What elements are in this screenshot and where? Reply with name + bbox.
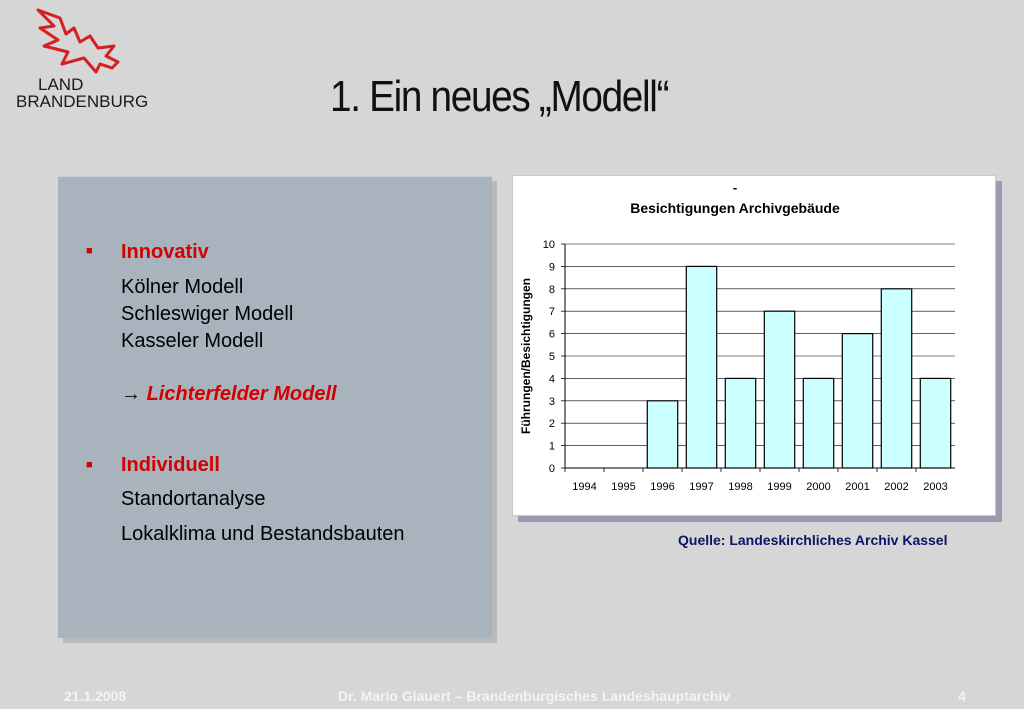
x-tick-label: 2001 (845, 481, 870, 493)
chart-container (512, 175, 996, 516)
content-panel (58, 176, 492, 638)
bar-2003 (920, 378, 950, 468)
bullet-square-icon: ■ (86, 459, 93, 471)
y-tick-label: 2 (548, 418, 555, 431)
slide-title: 1. Ein neues „Modell“ (330, 72, 669, 121)
x-tick-label: 1996 (650, 481, 675, 493)
y-tick-label: 6 (548, 328, 555, 341)
footer-date: 21.1.2008 (64, 688, 127, 704)
y-tick-label: 3 (548, 395, 555, 408)
section-heading-innovativ: Innovativ (121, 241, 209, 263)
bar-1997 (686, 266, 716, 468)
list-line: Standortanalyse (121, 488, 266, 510)
bar-2000 (803, 378, 833, 468)
land-brandenburg-logo (16, 6, 156, 114)
bar-2002 (881, 289, 911, 468)
highlight-line (121, 383, 337, 406)
list-line: Kölner Modell (121, 276, 244, 298)
x-tick-label: 1994 (572, 481, 597, 493)
logo-line-land: LAND (38, 75, 84, 94)
bar-1996 (647, 401, 677, 468)
y-tick-label: 5 (548, 351, 555, 363)
y-tick-label: 8 (548, 283, 555, 296)
y-tick-label: 10 (542, 239, 555, 251)
x-tick-label: 2003 (923, 481, 948, 493)
list-line: Kasseler Modell (121, 330, 264, 352)
chart-y-axis-label: Führungen/Besichtigungen (519, 278, 533, 434)
list-line: Lokalklima und Bestandsbauten (121, 523, 405, 545)
bar-1998 (725, 378, 755, 468)
chart-title: Besichtigungen Archivgebäude (630, 200, 840, 216)
highlight-text: Lichterfelder Modell (146, 383, 337, 405)
chart-title-mark: - (732, 180, 738, 195)
y-tick-label: 7 (548, 306, 555, 319)
x-tick-label: 1997 (689, 481, 714, 493)
x-tick-label: 2000 (806, 481, 831, 493)
x-tick-label: 2002 (884, 481, 909, 493)
footer-page-number: 4 (958, 688, 966, 704)
footer-author: Dr. Mario Glauert – Brandenburgisches Landeshauptarchiv (338, 688, 731, 704)
y-tick-label: 9 (548, 261, 555, 274)
bar-chart (513, 176, 997, 517)
y-tick-label: 1 (548, 440, 555, 453)
x-tick-label: 1999 (767, 481, 792, 493)
eagle-icon (34, 6, 124, 86)
x-tick-label: 1995 (611, 481, 636, 493)
y-tick-label: 0 (548, 463, 555, 475)
y-tick-label: 4 (548, 373, 555, 386)
right-arrow-icon: → (121, 383, 141, 405)
chart-source: Quelle: Landeskirchliches Archiv Kassel (678, 532, 948, 548)
logo-line-brandenburg: BRANDENBURG (16, 92, 149, 111)
x-tick-label: 1998 (728, 481, 753, 493)
list-line: Schleswiger Modell (121, 303, 294, 325)
section-heading-individuell: Individuell (121, 454, 220, 476)
bar-1999 (764, 311, 794, 468)
bullet-square-icon: ■ (86, 245, 93, 257)
bar-2001 (842, 334, 872, 468)
